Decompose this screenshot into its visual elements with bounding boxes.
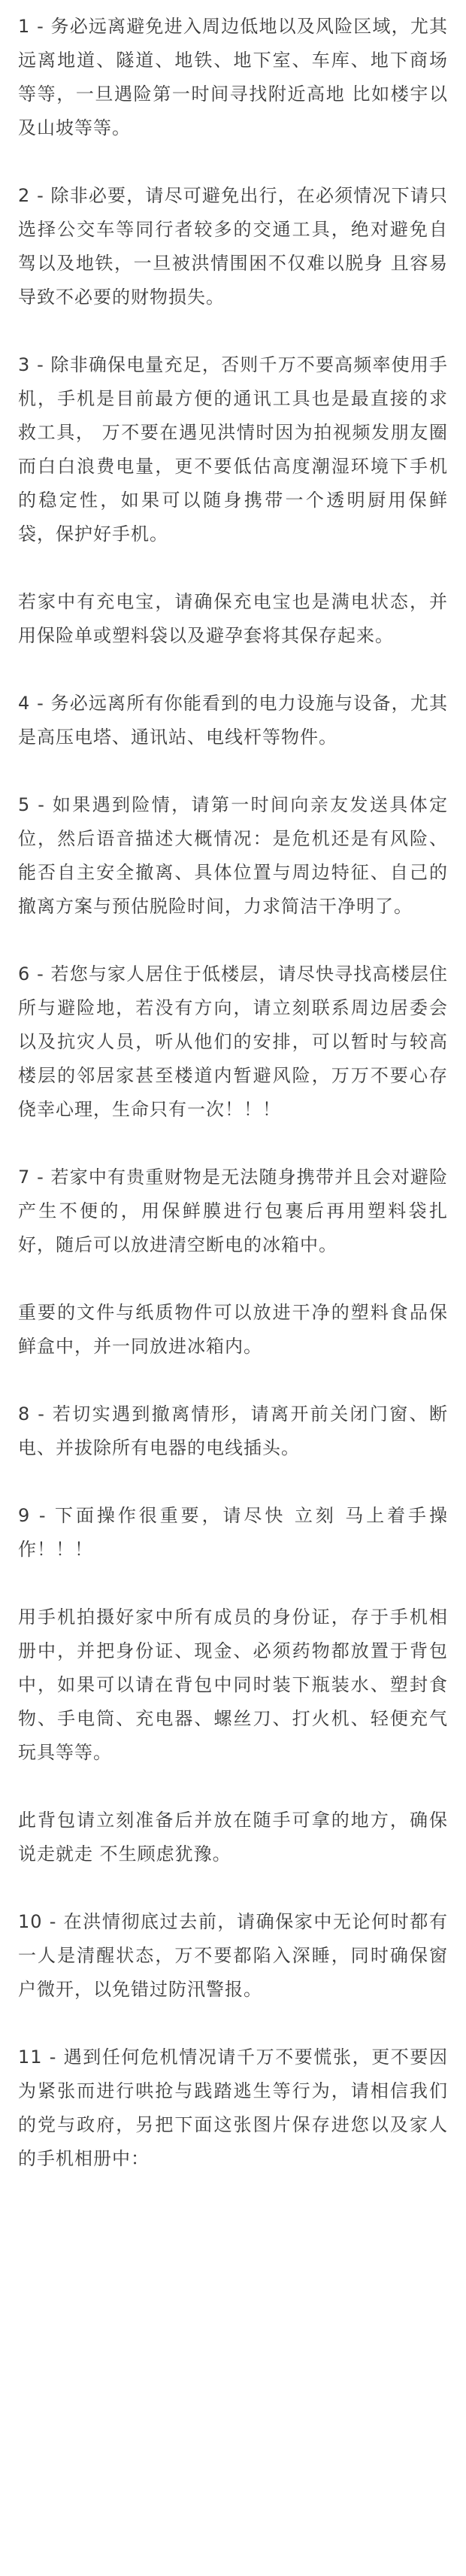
paragraph-tip-5: 5 - 如果遇到险情，请第一时间向亲友发送具体定位，然后语音描述大概情况：是危机还是有风险、能否自主安全撤离、具体位置与周边特征、自己的撤离方案与预估脱险时间，力求简洁干净明了。 <box>18 794 448 917</box>
paragraph-tip-11: 11 - 遇到任何危机情况请千万不要慌张，更不要因为紧张而进行哄抢与践踏逃生等行为，请相信我们的党与政府，另把下面这张图片保存进您以及家人的手机相册中： <box>18 2047 448 2169</box>
paragraph-tip-7: 7 - 若家中有贵重财物是无法随身携带并且会对避险产生不便的，用保鲜膜进行包裹后再用塑料袋扎好，随后可以放进清空断电的冰箱中。 <box>18 1167 448 1255</box>
paragraph-documents-note: 重要的文件与纸质物件可以放进干净的塑料食品保鲜盒中，并一同放进冰箱内。 <box>18 1302 448 1357</box>
paragraph-tip-4: 4 - 务必远离所有你能看到的电力设施与设备，尤其是高压电塔、通讯站、电线杆等物件。 <box>18 693 448 748</box>
paragraph-tip-8: 8 - 若切实遇到撤离情形，请离开前关闭门窗、断电、并拔除所有电器的电线插头。 <box>18 1403 448 1458</box>
paragraph-tip-3: 3 - 除非确保电量充足，否则千万不要高频率使用手机，手机是目前最方便的通讯工具也是最直接的求救工具， 万不要在遇见洪情时因为拍视频发朋友圈而白白浪费电量，更不要低估高度潮湿环境下手机的稳定性，如果可以随身携带一个透明厨用保鲜袋，保护好手机。 <box>18 354 448 545</box>
paragraph-tip-6: 6 - 若您与家人居住于低楼层，请尽快寻找高楼层住所与避险地，若没有方向，请立刻联系周边居委会以及抗灾人员，听从他们的安排，可以暂时与较高楼层的邻居家甚至楼道内暂避风险，万万不要心存侥幸心理，生命只有一次！！！ <box>18 963 448 1120</box>
paragraph-backpack-ready: 此背包请立刻准备后并放在随手可拿的地方，确保说走就走 不生顾虑犹豫。 <box>18 1810 448 1864</box>
paragraph-tip-9: 9 - 下面操作很重要，请尽快 立刻 马上着手操作！！！ <box>18 1505 448 1560</box>
paragraph-power-bank-note: 若家中有充电宝，请确保充电宝也是满电状态，并用保险单或塑料袋以及避孕套将其保存起来。 <box>18 591 448 646</box>
paragraph-tip-1: 1 - 务必远离避免进入周边低地以及风险区域，尤其远离地道、隧道、地铁、地下室、车库、地下商场等等，一旦遇险第一时间寻找附近高地 比如楼宇以及山坡等等。 <box>18 16 448 138</box>
paragraph-backpack-contents: 用手机拍摄好家中所有成员的身份证，存于手机相册中，并把身份证、现金、必须药物都放置于背包中，如果可以请在背包中同时装下瓶装水、塑封食物、手电筒、充电器、螺丝刀、打火机、轻便充气玩具等等。 <box>18 1607 448 1763</box>
paragraph-tip-10: 10 - 在洪情彻底过去前，请确保家中无论何时都有一人是清醒状态，万不要都陷入深睡，同时确保窗户微开，以免错过防汛警报。 <box>18 1911 448 2000</box>
paragraph-tip-2: 2 - 除非必要，请尽可避免出行，在必须情况下请只选择公交车等同行者较多的交通工具，绝对避免自驾以及地铁，一旦被洪情围困不仅难以脱身 且容易导致不必要的财物损失。 <box>18 185 448 308</box>
